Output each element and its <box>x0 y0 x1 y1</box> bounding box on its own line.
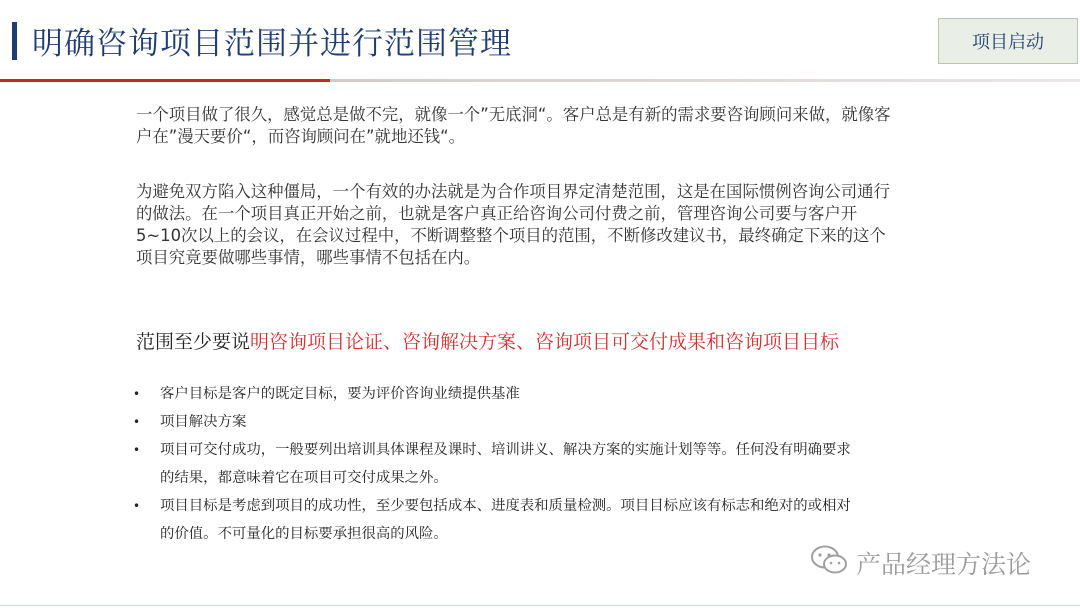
scope-heading <box>136 327 839 354</box>
scope-heading-prefix: 范围至少要说 <box>136 331 251 353</box>
section-tag-button[interactable]: 项目启动 <box>938 18 1078 64</box>
watermark <box>810 545 1031 581</box>
intro-paragraph: 一个项目做了很久，感觉总是做不完，就像一个”无底洞“。客户总是有新的需求要咨询顾问来做，就像客户在”漫天要价“，而咨询顾问在”就地还钱“。 <box>136 105 891 146</box>
list-item-text: 客户目标是客户的既定目标，要为评价咨询业绩提供基准 <box>160 386 520 402</box>
title-accent-bar <box>12 22 17 60</box>
bullet-icon: • <box>133 499 141 513</box>
list-item <box>133 408 863 436</box>
footer-divider <box>0 605 1080 606</box>
list-item <box>133 380 863 408</box>
scope-bullet-list <box>133 380 863 548</box>
bullet-icon: • <box>133 443 141 457</box>
list-item <box>133 436 863 492</box>
bullet-icon: • <box>133 387 141 401</box>
solution-paragraph: 为避免双方陷入这种僵局，一个有效的办法就是为合作项目界定清楚范围，这是在国际惯例咨询公司通行的做法。在一个项目真正开始之前，也就是客户真正给咨询公司付费之前，管理咨询公司要与客户开5~10次以上的会议，在会议过程中，不断调整整个项目的范围，不断修改建议书，最终确定下来的这个项目究竟要做哪些事情，哪些事情不包括在内。 <box>136 182 890 267</box>
page-title: 明确咨询项目范围并进行范围管理 <box>32 26 512 62</box>
list-item-text: 项目解决方案 <box>160 414 247 430</box>
wechat-icon <box>810 545 848 581</box>
bullet-icon: • <box>133 415 141 429</box>
scope-heading-highlight: 明咨询项目论证、咨询解决方案、咨询项目可交付成果和咨询项目目标 <box>250 331 840 353</box>
list-item-text: 项目目标是考虑到项目的成功性，至少要包括成本、进度表和质量检测。项目目标应该有标志和绝对的或相对的价值。不可量化的目标要承担很高的风险。 <box>160 498 851 542</box>
list-item <box>133 492 863 548</box>
watermark-text: 产品经理方法论 <box>856 550 1032 579</box>
list-item-text: 项目可交付成功，一般要列出培训具体课程及课时、培训讲义、解决方案的实施计划等等。任何没有明确要求的结果，都意味着它在项目可交付成果之外。 <box>160 442 851 486</box>
title-underline <box>0 79 1080 82</box>
